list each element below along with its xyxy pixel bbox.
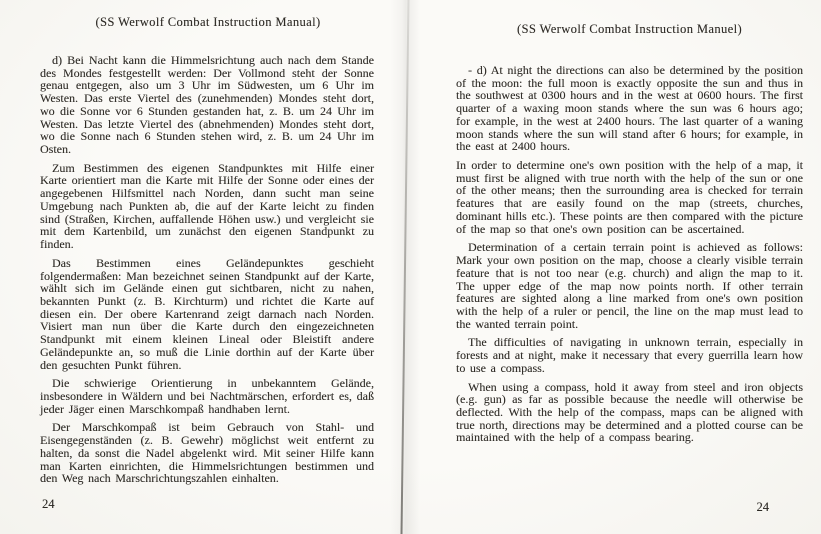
page-left-body	[40, 54, 374, 485]
page-right	[408, 0, 821, 534]
paragraph-german-night-marches: Die schwierige Orientierung in unbekanntem Gelände, insbesondere in Wäldern und bei Nachtmärschen, erfordert es, daß jeder Jäger einen Marschkompaß handhaben lernt.	[40, 376, 374, 416]
page-left	[0, 0, 404, 534]
paragraph-english-terrain-point: Determination of a certain terrain point is achieved as follows: Mark your own position on the map, choose a clearly visible terrain feature that is not too near (e.g. church) and align the map to it. The upper edge of the map now points north. If other terrain features are sighted along a line marked from one's own position with the help of a ruler or pencil, the line on the map must lead to the wanted terrain point.	[456, 240, 803, 331]
page-right-body	[456, 64, 803, 444]
page-left-header: (SS Werwolf Combat Instruction Manual)	[95, 15, 321, 29]
paragraph-english-map-orientation: In order to determine one's own position with the help of a map, it must first be aligned with true north with the help of the sun or one of the other means; then the surrounding area is checked for terrain features that are easily found on the map (streets, churches, dominant hills etc.). These points are then compared with the picture of the map so that one's own position can be ascertained.	[456, 158, 803, 236]
paragraph-german-terrain-point: Das Bestimmen eines Geländepunktes geschieht folgendermaßen: Man bezeichnet seinen Standpunkt auf der Karte, wählt sich im Gelände einen gut sichtbaren, nicht zu nahen, bekannten Punkt (z. B. Kirchturm) und richtet die Karte auf diesen ein. Der obere Kartenrand zeigt darnach nach Norden. Visiert man nun über die Karte durch den eingezeichneten Standpunkt mit einem kleinen Lineal oder Bleistift andere Geländepunkte an, so muß die Linie dorthin auf der Karte über den gesuchten Punkt führen.	[40, 255, 374, 372]
page-number-left: 24	[42, 497, 55, 511]
paragraph-german-moon-directions: d) Bei Nacht kann die Himmelsrichtung auch nach dem Stande des Mondes festgestellt werden: Der Vollmond steht der Sonne genau entgegen, also um 3 Uhr im Südwesten, um 6 Uhr im Westen. Das erste Viertel des (zunehmenden) Mondes steht dort, wo die Sonne vor 6 Stunden gestanden hat, z. B. um 24 Uhr im Westen. Das letzte Viertel des (abnehmenden) Mondes steht dort, wo die Sonne nach 6 Stunden stehen wird, z. B. um 24 Uhr im Osten.	[40, 53, 374, 157]
paragraph-english-moon-directions: - d) At night the directions can also be determined by the position of the moon: the full moon is exactly opposite the sun and thus in the southwest at 0300 hours and in the west at 0600 hours. The first quarter of a waxing moon stands where the sun was 6 hours ago; for example, in the west at 2400 hours. The last quarter of a waning moon stands where the sun will stand after 6 hours; for example, in the east at 2400 hours.	[456, 63, 803, 154]
paragraph-english-compass-need: The difficulties of navigating in unknown terrain, especially in forests and at night, make it necessary that every guerrilla learn how to use a compass.	[456, 335, 803, 375]
paragraph-german-march-compass: Der Marschkompaß ist beim Gebrauch von Stahl- und Eisengegenständen (z. B. Gewehr) möglichst weit entfernt zu halten, da sonst die Nadel abgelenkt wird. Mit seiner Hilfe kann man Karten einrichten, die Himmelsrichtungen bestimmen und den Weg nach Marschrichtungszahlen einhalten.	[40, 420, 374, 486]
page-right-header: (SS Werwolf Combat Instruction Manuel)	[516, 22, 743, 36]
page-number-right: 24	[756, 500, 769, 514]
paragraph-german-map-orientation: Zum Bestimmen des eigenen Standpunktes mit Hilfe einer Karte orientiert man die Karte mit Hilfe der Sonne oder eines der angegebenen Hilfsmittel nach Norden, dann sucht man seine Umgebung nach Punkten ab, die auf der Karte leicht zu finden sind (Straßen, Kirchen, auffallende Höhen usw.) und vergleicht sie mit dem Kartenbild, um zunächst den eigenen Standpunkt zu finden.	[40, 160, 374, 252]
paragraph-english-compass-use: When using a compass, hold it away from steel and iron objects (e.g. gun) as far as possible because the needle will otherwise be deflected. With the help of the compass, maps can be aligned with true north, directions may be determined and a plotted course can be maintained with the help of a compass bearing.	[456, 379, 803, 445]
